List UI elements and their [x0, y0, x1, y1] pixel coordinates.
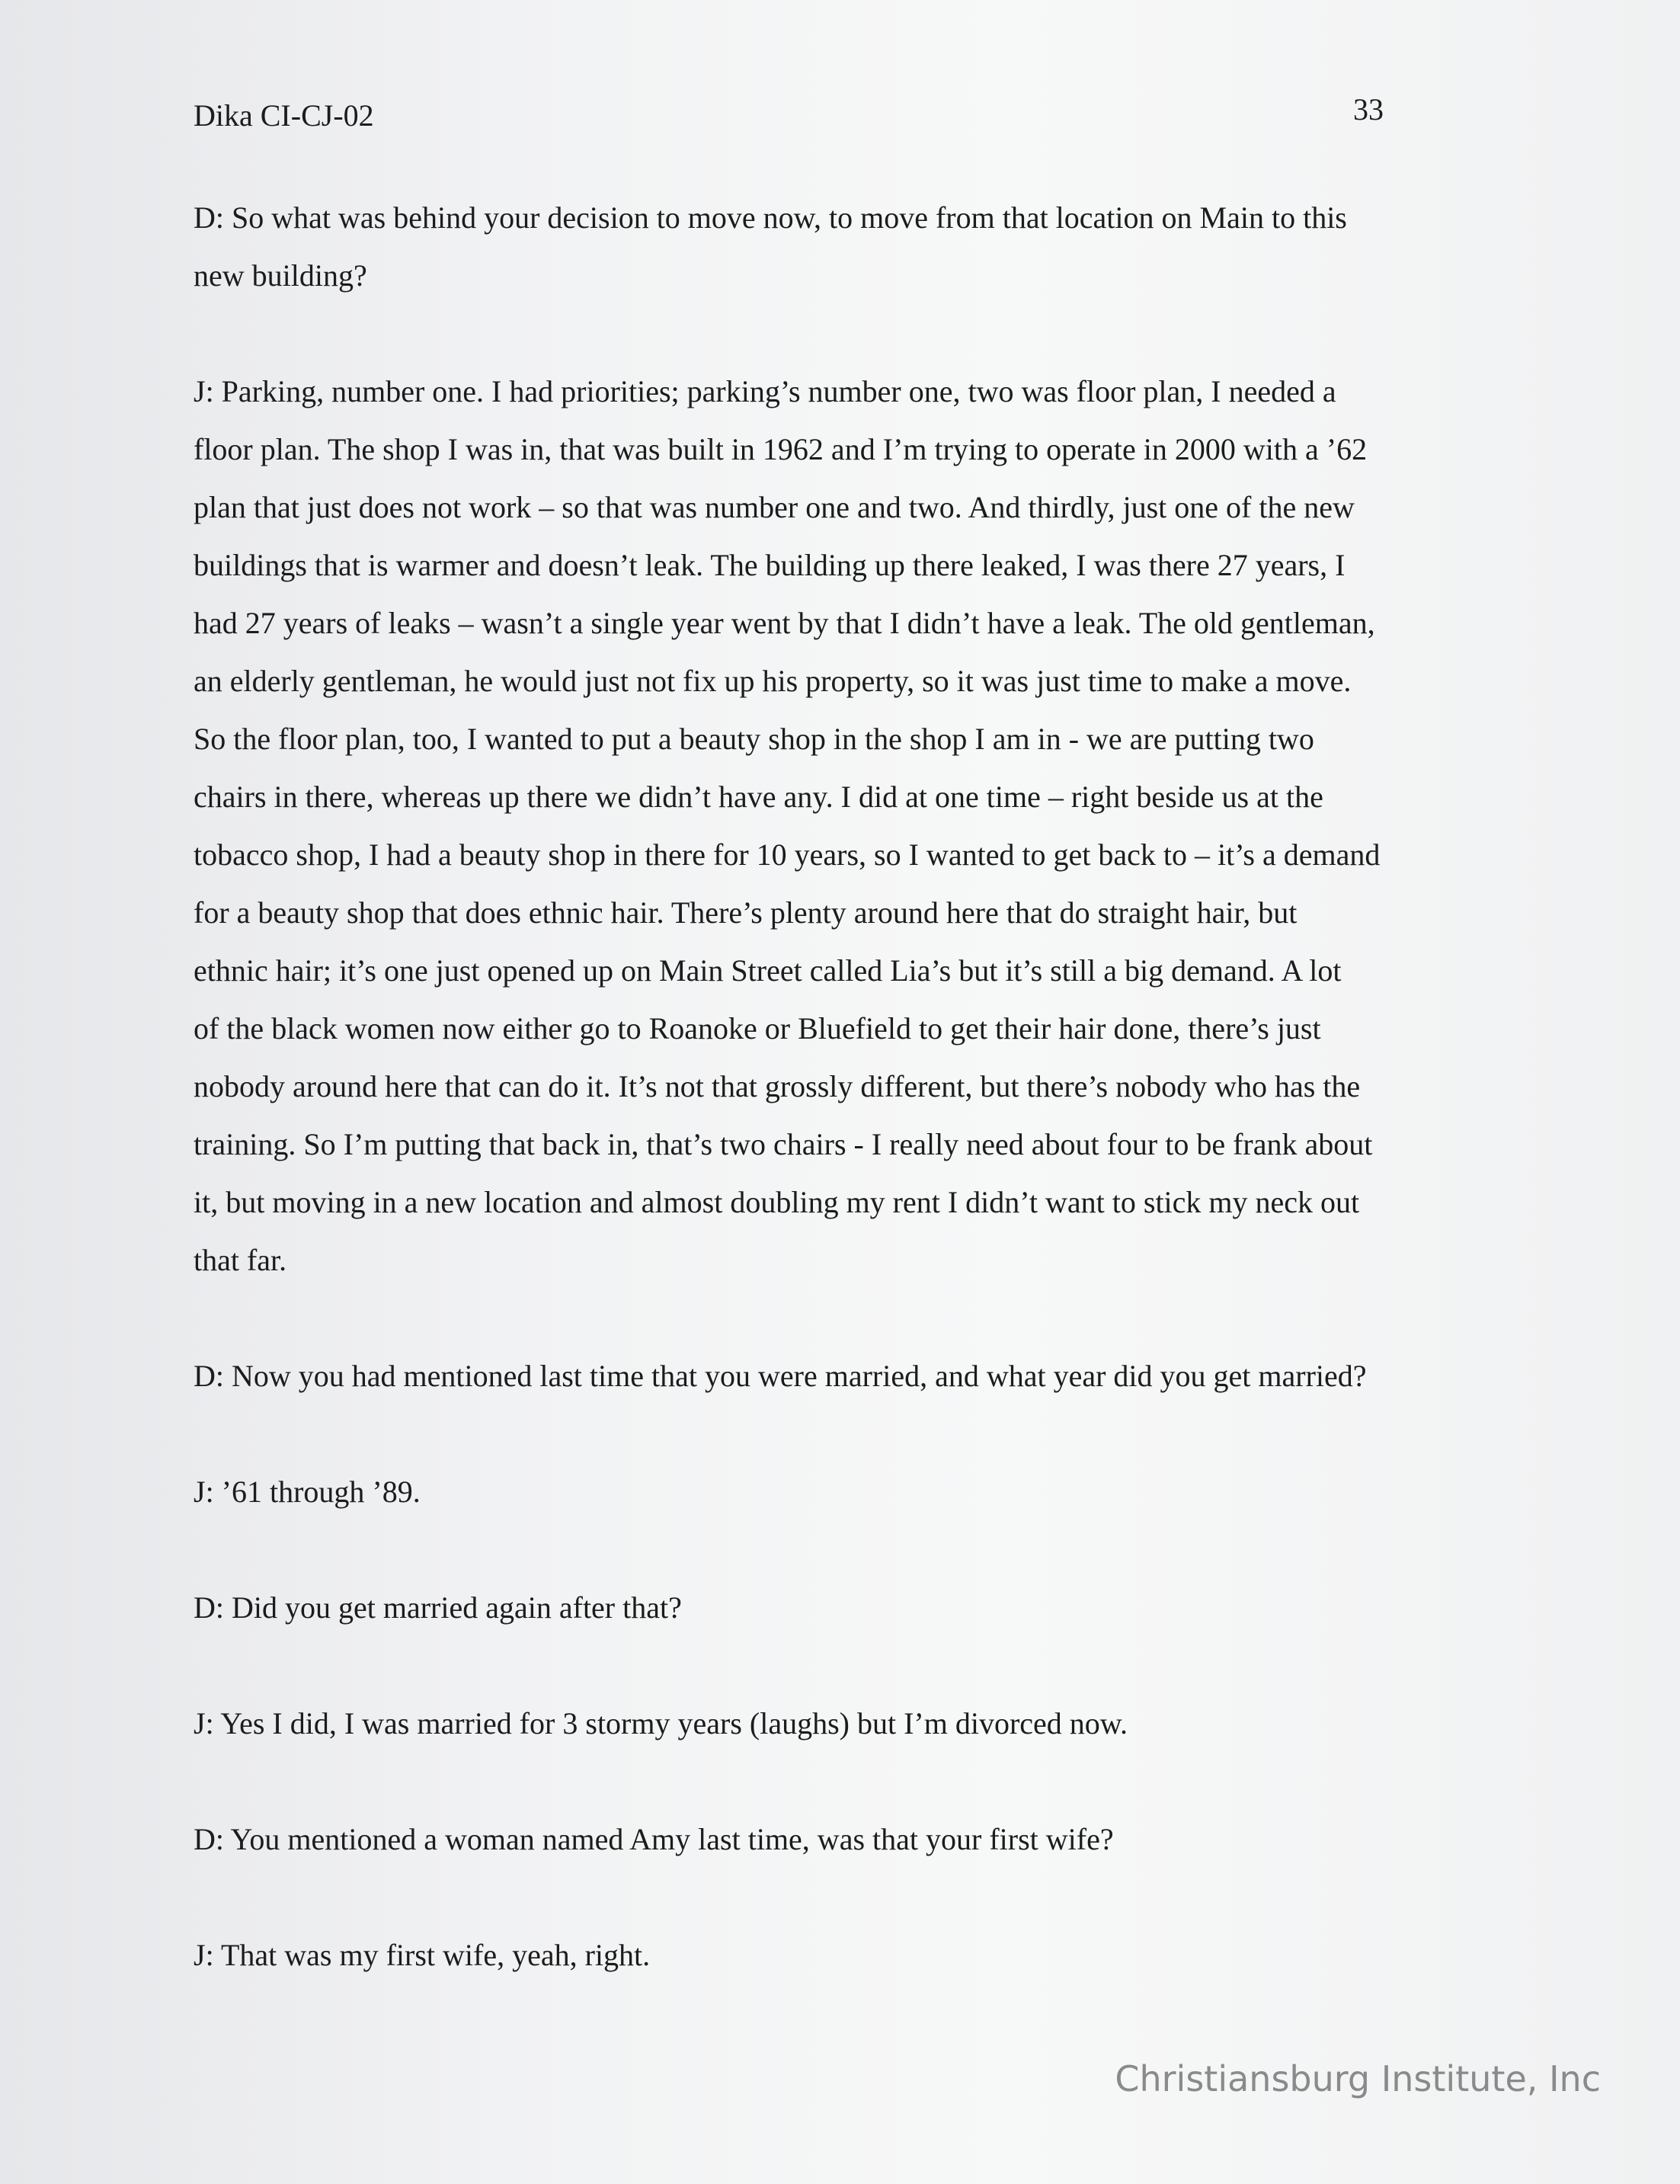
text-line: D: Did you get married again after that?	[194, 1590, 682, 1625]
text-line: training. So I’m putting that back in, that’s two chairs - I really need about four to be frank about	[194, 1127, 1373, 1161]
text-line: D: You mentioned a woman named Amy last time, was that your first wife?	[194, 1822, 1114, 1856]
text-line: tobacco shop, I had a beauty shop in there for 10 years, so I wanted to get back to – it’s a demand	[194, 837, 1381, 872]
text-line: chairs in there, whereas up there we didn’t have any. I did at one time – right beside us at the	[194, 780, 1323, 814]
text-line: D: Now you had mentioned last time that you were married, and what year did you get married?	[194, 1359, 1367, 1393]
paragraph-question-amy	[194, 1811, 1489, 1869]
text-line: J: ’61 through ’89.	[194, 1475, 421, 1509]
text-line: an elderly gentleman, he would just not fix up his property, so it was just time to make a move.	[194, 664, 1352, 698]
text-line: it, but moving in a new location and almost doubling my rent I didn’t want to stick my neck out	[194, 1185, 1360, 1219]
text-line: new building?	[194, 258, 367, 293]
text-line: floor plan. The shop I was in, that was built in 1962 and I’m trying to operate in 2000 with a ’62	[194, 432, 1368, 466]
paragraph-question-again	[194, 1579, 1489, 1637]
paragraph-answer-years	[194, 1463, 1489, 1521]
paragraph-answer-move	[194, 363, 1489, 1289]
text-line: plan that just does not work – so that was number one and two. And thirdly, just one of the new	[194, 490, 1355, 524]
text-line: of the black women now either go to Roanoke or Bluefield to get their hair done, there’s just	[194, 1011, 1321, 1046]
text-line: nobody around here that can do it. It’s not that grossly different, but there’s nobody who has the	[194, 1069, 1361, 1103]
paragraph-question-married	[194, 1347, 1489, 1405]
document-id: Dika CI-CJ-02	[194, 98, 374, 133]
text-line: J: That was my first wife, yeah, right.	[194, 1938, 651, 1972]
paragraph-answer-divorced	[194, 1695, 1489, 1753]
text-line: J: Yes I did, I was married for 3 stormy years (laughs) but I’m divorced now.	[194, 1706, 1128, 1740]
page-number: 33	[1353, 92, 1384, 126]
text-line: D: So what was behind your decision to move now, to move from that location on Main to this	[194, 200, 1347, 235]
paragraph-question-move	[194, 189, 1489, 305]
transcript-body	[194, 189, 1489, 1984]
text-line: had 27 years of leaks – wasn’t a single year went by that I didn’t have a leak. The old gentleman,	[194, 606, 1375, 640]
institution-watermark: Christiansburg Institute, Inc	[1115, 2058, 1601, 2099]
paragraph-answer-first-wife	[194, 1926, 1489, 1984]
text-line: for a beauty shop that does ethnic hair. There’s plenty around here that do straight hair, but	[194, 895, 1298, 930]
text-line: buildings that is warmer and doesn’t leak. The building up there leaked, I was there 27 years, I	[194, 548, 1346, 582]
text-line: that far.	[194, 1243, 287, 1277]
text-line: ethnic hair; it’s one just opened up on Main Street called Lia’s but it’s still a big demand. A lot	[194, 953, 1342, 988]
text-line: So the floor plan, too, I wanted to put a beauty shop in the shop I am in - we are putting two	[194, 722, 1314, 756]
text-line: J: Parking, number one. I had priorities; parking’s number one, two was floor plan, I needed a	[194, 374, 1336, 408]
